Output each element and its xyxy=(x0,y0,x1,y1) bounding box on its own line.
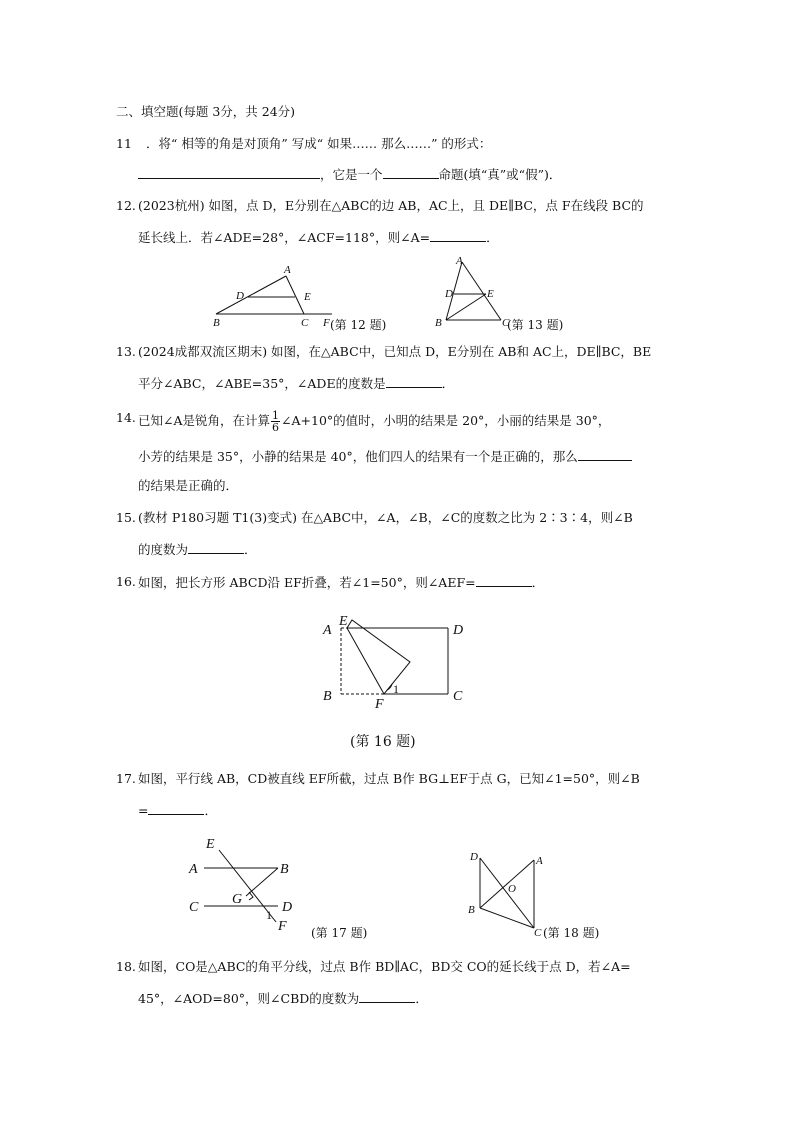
q12-blank[interactable] xyxy=(430,229,486,242)
fig13-caption: (第 13 题) xyxy=(507,318,564,332)
q13-line1: (2024成都双流区期末) 如图，在△ABC中，已知点 D，E分别在 AB和 AC上，DE∥BC，BE xyxy=(138,344,652,359)
q15-line2-text: 的度数为 xyxy=(138,542,189,557)
fig13-label-B: B xyxy=(435,317,442,329)
q17-line2 xyxy=(138,802,217,819)
fig18-label-O: O xyxy=(508,883,516,895)
q11-line2-end: 命题(填“真”或“假”)． xyxy=(438,167,562,182)
q12-line2 xyxy=(138,229,499,246)
fig18-label-C: C xyxy=(534,927,542,938)
q11-number: 11 xyxy=(116,136,132,151)
q15-line2-end: ． xyxy=(244,542,257,557)
q13-number: 13. xyxy=(116,344,136,359)
q14-line3: 的结果是正确的． xyxy=(138,478,239,493)
fig12-label-F: F xyxy=(323,317,330,329)
q13-line2-text: 平分∠ABC，∠ABE=35°，∠ADE的度数是 xyxy=(138,376,386,391)
fig17-label-C: C xyxy=(189,900,199,915)
q18-line2-text: 45°，∠AOD=80°，则∠CBD的度数为 xyxy=(138,991,360,1006)
q14-frac-num: 1 xyxy=(272,409,280,422)
fig13-label-C: C xyxy=(502,317,510,329)
fig12-line-BA xyxy=(216,276,286,314)
q17-line2-eq: = xyxy=(138,803,149,818)
fig12-label-A: A xyxy=(284,264,291,276)
fig16-folded-part xyxy=(347,620,410,694)
fig17-label-1: 1 xyxy=(266,908,272,922)
q14-blank[interactable] xyxy=(578,448,632,461)
fig16-label-C: C xyxy=(453,689,463,704)
q18-number: 18. xyxy=(116,959,136,974)
fig12-label-C: C xyxy=(301,317,309,329)
fig18-label-D: D xyxy=(470,851,478,863)
q13-line2-end: ． xyxy=(441,376,455,391)
fig18-label-A: A xyxy=(536,855,543,867)
fig17-caption: (第 17 题) xyxy=(311,926,368,940)
fig17-label-A: A xyxy=(189,862,198,877)
q16-number: 16. xyxy=(116,574,136,589)
q16-line1-end: ． xyxy=(531,575,545,590)
q17-line1: 如图，平行线 AB，CD被直线 EF所截，过点 B作 BG⊥EF于点 G，已知∠1=50°，则∠B xyxy=(138,771,640,786)
fig16-caption: (第 16 题) xyxy=(350,734,416,750)
figure-12 xyxy=(208,262,348,332)
q15-blank[interactable] xyxy=(188,541,244,554)
fig16-label-D: D xyxy=(453,623,464,638)
fig12-caption: (第 12 题) xyxy=(330,318,387,332)
fig12-label-D: D xyxy=(236,290,244,302)
fig17-label-E: E xyxy=(206,837,215,852)
q17-number: 17. xyxy=(116,771,136,786)
figure-16 xyxy=(316,606,476,710)
fig17-label-F: F xyxy=(278,919,287,934)
fig18-label-B: B xyxy=(468,904,475,916)
q12-line2-text: 延长线上．若∠ADE=28°，∠ACF=118°，则∠A= xyxy=(138,230,431,245)
q14-line1-b: ∠A+10°的值时，小明的结果是 20°，小丽的结果是 30°， xyxy=(281,413,611,428)
q15-line1: (教材 P180习题 T1(3)变式) 在△ABC中，∠A，∠B，∠C的度数之比为 2∶3∶4，则∠B xyxy=(138,510,633,525)
fig17-line-BG xyxy=(246,868,278,896)
fig12-line-AC xyxy=(286,276,304,314)
fig12-label-E: E xyxy=(304,291,311,303)
q14-line1 xyxy=(138,408,610,434)
q16-line1 xyxy=(138,574,544,591)
q11-line1: ．将“ 相等的角是对顶角” 写成“ 如果…… 那么……” 的形式： xyxy=(146,136,492,151)
fig18-line-AB xyxy=(480,860,534,908)
q15-line2 xyxy=(138,541,257,558)
q13-blank[interactable] xyxy=(386,375,442,388)
q12-line2-end: ． xyxy=(486,230,499,245)
figure-18 xyxy=(464,846,554,938)
fig13-line-AC xyxy=(462,262,501,320)
q18-blank[interactable] xyxy=(359,990,415,1003)
q14-fraction xyxy=(271,410,280,433)
fig17-label-G: G xyxy=(232,892,243,907)
q18-line2 xyxy=(138,990,428,1007)
figure-13 xyxy=(432,254,512,334)
fig16-label-E: E xyxy=(339,614,348,629)
fig16-label-F: F xyxy=(375,697,384,710)
fig17-label-B: B xyxy=(280,862,289,877)
q17-line2-end: ． xyxy=(204,803,217,818)
fig13-label-A: A xyxy=(456,255,463,267)
fig16-label-A: A xyxy=(323,623,332,638)
fig13-label-E: E xyxy=(487,288,494,300)
q11-line2 xyxy=(138,166,561,183)
q11-line2-mid: ，它是一个 xyxy=(320,167,383,182)
q14-line2 xyxy=(138,448,632,465)
q16-blank[interactable] xyxy=(476,574,532,587)
q16-line1-text: 如图，把长方形 ABCD沿 EF折叠，若∠1=50°，则∠AEF= xyxy=(138,575,476,590)
fig17-right-angle-mark xyxy=(249,892,253,900)
q14-number: 14. xyxy=(116,410,136,425)
fig16-label-B: B xyxy=(323,689,332,704)
q18-line1: 如图，CO是△ABC的角平分线，过点 B作 BD∥AC，BD交 CO的延长线于点 D，若∠A= xyxy=(138,959,631,974)
fig12-label-B: B xyxy=(213,317,220,329)
q12-number: 12. xyxy=(116,198,136,213)
q13-line2 xyxy=(138,375,454,392)
q14-line2-text: 小芳的结果是 35°，小静的结果是 40°，他们四人的结果有一个是正确的，那么 xyxy=(138,449,578,464)
figure-17 xyxy=(186,836,306,936)
fig13-label-D: D xyxy=(445,288,453,300)
fig17-label-D: D xyxy=(282,900,293,915)
q18-line2-end: ． xyxy=(415,991,428,1006)
q14-line1-a: 已知∠A是锐角，在计算 xyxy=(138,413,271,428)
q11-blank-1[interactable] xyxy=(138,166,320,179)
q11-blank-2[interactable] xyxy=(383,166,439,179)
q14-frac-den: 6 xyxy=(272,421,280,434)
fig18-caption: (第 18 题) xyxy=(543,926,600,940)
q15-number: 15. xyxy=(116,510,136,525)
fig16-label-1: 1 xyxy=(393,682,399,696)
section-title: 二、填空题(每题 3分，共 24分) xyxy=(116,104,296,119)
q12-line1: (2023杭州) 如图，点 D，E分别在△ABC的边 AB，AC上，且 DE∥BC，点 F在线段 BC的 xyxy=(138,198,644,213)
q17-blank[interactable] xyxy=(148,802,204,815)
